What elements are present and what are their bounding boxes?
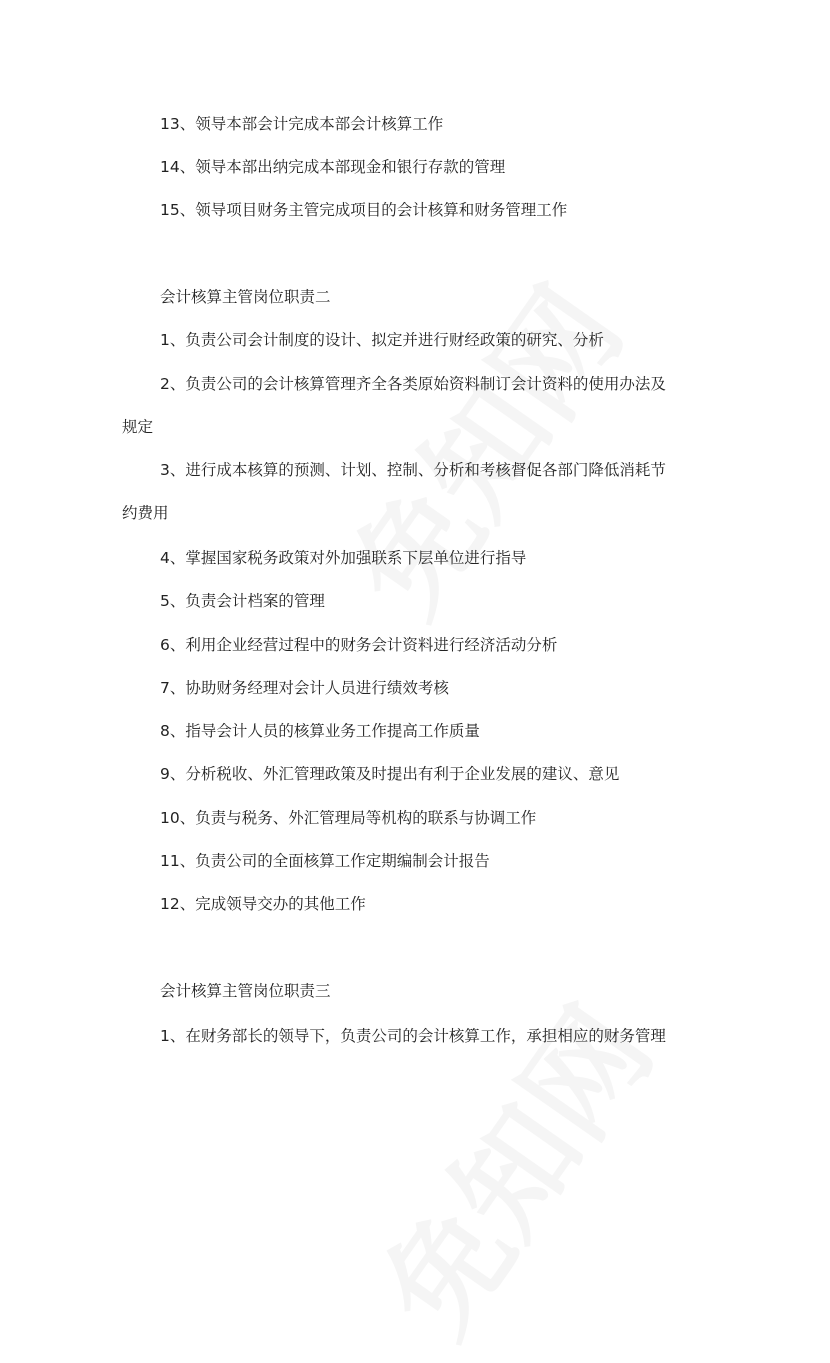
list-item: 14、领导本部出纳完成本部现金和银行存款的管理 [160, 158, 506, 176]
list-item: 1、负责公司会计制度的设计、拟定并进行财经政策的研究、分析 [160, 331, 604, 349]
list-item: 8、指导会计人员的核算业务工作提高工作质量 [160, 722, 480, 740]
list-item: 13、领导本部会计完成本部会计核算工作 [160, 115, 444, 133]
watermark [306, 249, 653, 643]
list-item-continuation: 规定 [122, 418, 154, 436]
list-item: 9、分析税收、外汇管理政策及时提出有利于企业发展的建议、意见 [160, 765, 620, 783]
list-item: 1、在财务部长的领导下，负责公司的会计核算工作，承担相应的财务管理 [160, 1027, 666, 1045]
list-item: 3、进行成本核算的预测、计划、控制、分析和考核督促各部门降低消耗节 [160, 461, 666, 479]
list-item: 7、协助财务经理对会计人员进行绩效考核 [160, 679, 449, 697]
list-item: 11、负责公司的全面核算工作定期编制会计报告 [160, 852, 490, 870]
list-item: 12、完成领导交办的其他工作 [160, 895, 366, 913]
list-item: 5、负责会计档案的管理 [160, 592, 325, 610]
list-item: 10、负责与税务、外汇管理局等机构的联系与协调工作 [160, 809, 537, 827]
list-item: 15、领导项目财务主管完成项目的会计核算和财务管理工作 [160, 201, 568, 219]
list-item: 2、负责公司的会计核算管理齐全各类原始资料制订会计资料的使用办法及 [160, 375, 666, 393]
list-item-continuation: 约费用 [122, 504, 169, 522]
list-item: 4、掌握国家税务政策对外加强联系下层单位进行指导 [160, 549, 527, 567]
list-item: 6、利用企业经营过程中的财务会计资料进行经济活动分析 [160, 636, 558, 654]
section-heading: 会计核算主管岗位职责三 [160, 982, 331, 1000]
section-heading: 会计核算主管岗位职责二 [160, 288, 331, 306]
